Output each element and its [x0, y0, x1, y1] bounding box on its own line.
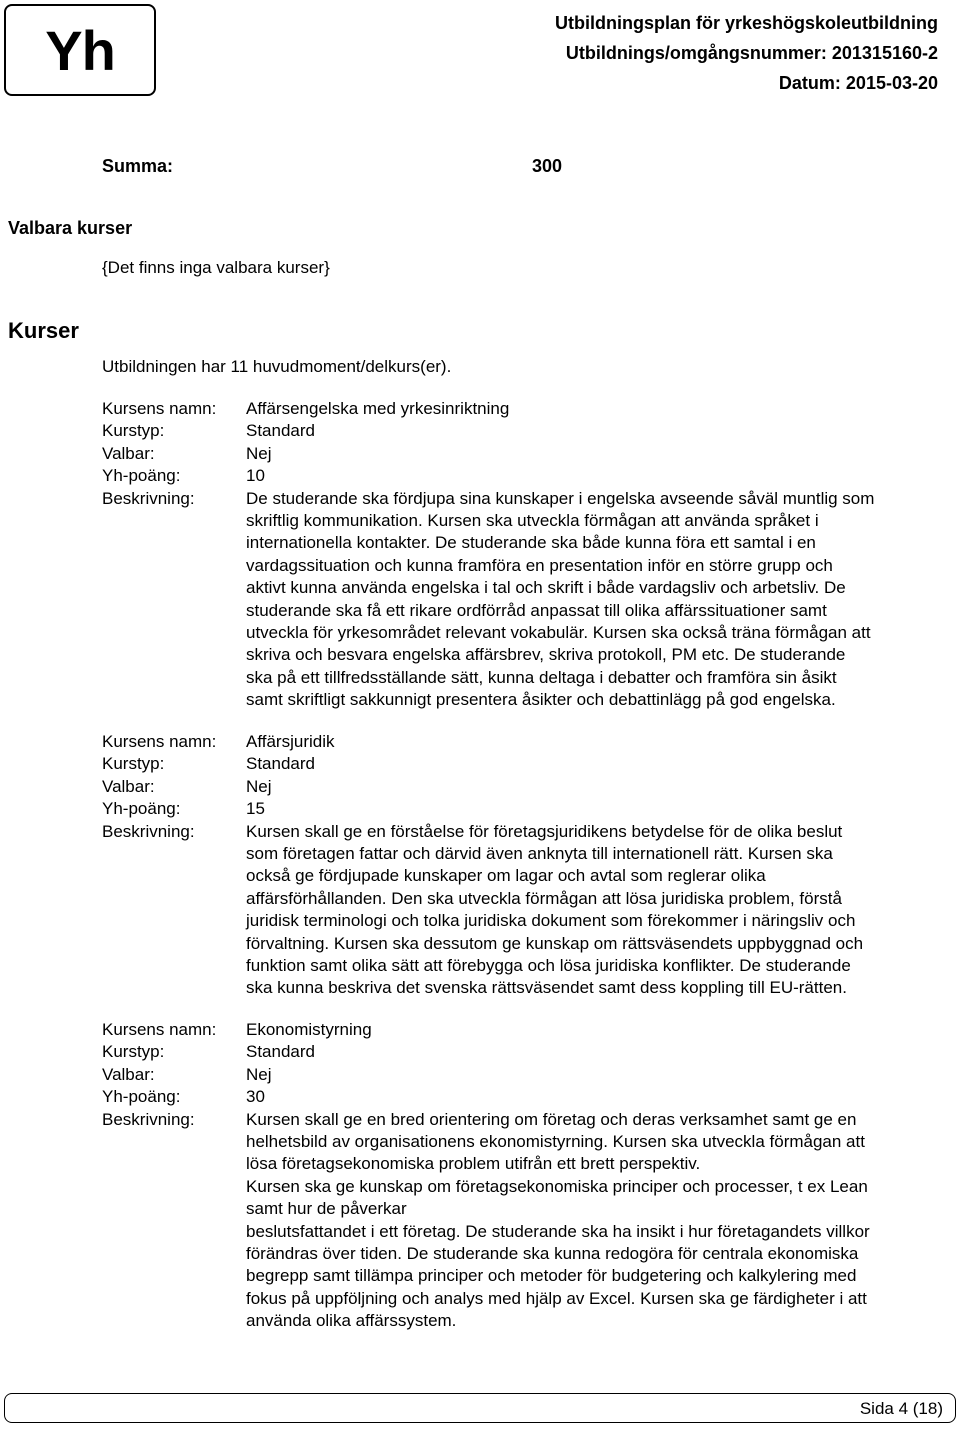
program-number: Utbildnings/omgångsnummer: 201315160-2 — [565, 43, 938, 63]
course-description-row — [102, 1109, 958, 1333]
course-description: Kursen skall ge en bred orientering om företag och deras verksamhet samt ge en helhetsbild av organisationens ekonomistyrning. Kursen ska utveckla förmågan att lösa företagsekonomiska problem utifrån ett brett perspektiv. Kursen ska ge kunskap om företagsekonomiska principer och processer, t ex Lean samt hur de påverkar beslutsfattandet i ett företag. De studerande ska ha insikt i hur företagandets villkor förändras över tiden. De studerande ska kunna redogöra för centrala ekonomiska begrepp samt tillämpa principer och metoder för budgetering och kalkylering med fokus på uppföljning och analys med hjälp av Excel. Kursen ska ge färdigheter i att använda olika affärssystem. — [246, 1109, 870, 1331]
course-type-row — [102, 753, 958, 775]
document-date: Datum: 2015-03-20 — [778, 73, 938, 93]
course-elective-row — [102, 443, 958, 465]
course-type: Standard — [246, 421, 315, 441]
course-name: Affärsjuridik — [246, 732, 335, 751]
course-name-row — [102, 398, 958, 420]
course-block — [102, 1019, 958, 1333]
course-block — [102, 731, 958, 1000]
course-points-label: Yh-poäng: — [102, 799, 181, 819]
course-type: Standard — [246, 754, 315, 774]
course-elective: Nej — [246, 776, 272, 796]
summa-value: 300 — [532, 156, 563, 176]
summa-label: Summa: — [102, 156, 174, 176]
course-name-label: Kursens namn: — [102, 1020, 217, 1039]
page-number: Sida 4 (18) — [859, 1399, 943, 1418]
course-elective-row — [102, 776, 958, 798]
course-points: 30 — [246, 1087, 265, 1107]
course-elective-label: Valbar: — [102, 1064, 155, 1084]
course-points: 15 — [246, 799, 265, 819]
course-points-row — [102, 1086, 958, 1108]
course-name: Ekonomistyrning — [246, 1020, 372, 1039]
valbara-kurser-heading: Valbara kurser — [8, 218, 133, 238]
course-elective-row — [102, 1064, 958, 1086]
course-name-label: Kursens namn: — [102, 732, 217, 751]
document-title: Utbildningsplan för yrkeshögskoleutbildning — [554, 13, 938, 33]
course-elective: Nej — [246, 443, 272, 463]
valbara-kurser-text: {Det finns inga valbara kurser} — [102, 258, 330, 277]
course-points-row — [102, 465, 958, 487]
course-points: 10 — [246, 466, 265, 486]
course-elective-label: Valbar: — [102, 776, 155, 796]
course-type: Standard — [246, 1042, 315, 1062]
course-description: Kursen skall ge en förståelse för företagsjuridikens betydelse för de olika beslut som företagen fattar och därvid även anknyta till internationell rätt. Kursen ska också ge fördjupade kunskaper om lagar och avtal som reglerar olika affärsförhållanden. Den ska utveckla förmågan att lösa juridiska problem, förstå juridisk terminologi och tolka juridiska dokument som förekommer i näringsliv och förvaltning. Kursen ska dessutom ge kunskap om rättsväsendets uppbyggnad och funktion samt olika sätt att förebygga och lösa juridiska konflikter. De studerande ska kunna beskriva det svenska rättsväsendet samt dess koppling till EU-rätten. — [246, 821, 864, 998]
course-type-row — [102, 1041, 958, 1063]
course-points-label: Yh-poäng: — [102, 466, 181, 486]
course-type-label: Kurstyp: — [102, 421, 165, 441]
course-points-row — [102, 798, 958, 820]
course-name-row — [102, 731, 958, 753]
kurser-heading: Kurser — [8, 318, 79, 343]
yh-logo: Yh — [4, 4, 156, 96]
course-description-label: Beskrivning: — [102, 821, 195, 841]
course-type-label: Kurstyp: — [102, 1042, 165, 1062]
course-block — [102, 398, 958, 712]
course-name-row — [102, 1019, 958, 1041]
course-type-label: Kurstyp: — [102, 754, 165, 774]
course-description-row — [102, 488, 958, 712]
course-points-label: Yh-poäng: — [102, 1087, 181, 1107]
course-elective: Nej — [246, 1064, 272, 1084]
course-elective-label: Valbar: — [102, 443, 155, 463]
course-type-row — [102, 420, 958, 442]
course-description-row — [102, 821, 958, 1000]
course-description: De studerande ska fördjupa sina kunskaper i engelska avseende såväl muntlig som skriftlig kommunikation. Kursen ska utveckla förmågan att använda språket i internationella kontakter. De studerande ska både kunna föra ett samtal i en vardagssituation och kunna framföra en presentation inför en större grupp och aktivt kunna använda engelska i tal och skrift i både vardagsliv och arbetsliv. De studerande ska få ett rikare ordförråd anpassat till olika affärssituationer samt utveckla för yrkesområdet relevant vokabulär. Kursen ska också träna förmågan att skriva och besvara engelska affärsbrev, skriva protokoll, PM etc. De studerande ska på ett tillfredsställande sätt, kunna deltaga i debatter och framföra sin åsikt samt skriftligt sakkunnigt presentera åsikter och debattinlägg på god engelska. — [246, 488, 875, 710]
page-footer — [4, 1393, 956, 1423]
kurser-intro: Utbildningen har 11 huvudmoment/delkurs(er). — [102, 357, 452, 376]
course-description-label: Beskrivning: — [102, 1109, 195, 1129]
course-description-label: Beskrivning: — [102, 488, 195, 508]
course-name-label: Kursens namn: — [102, 399, 217, 418]
course-name: Affärsengelska med yrkesinriktning — [246, 399, 510, 418]
